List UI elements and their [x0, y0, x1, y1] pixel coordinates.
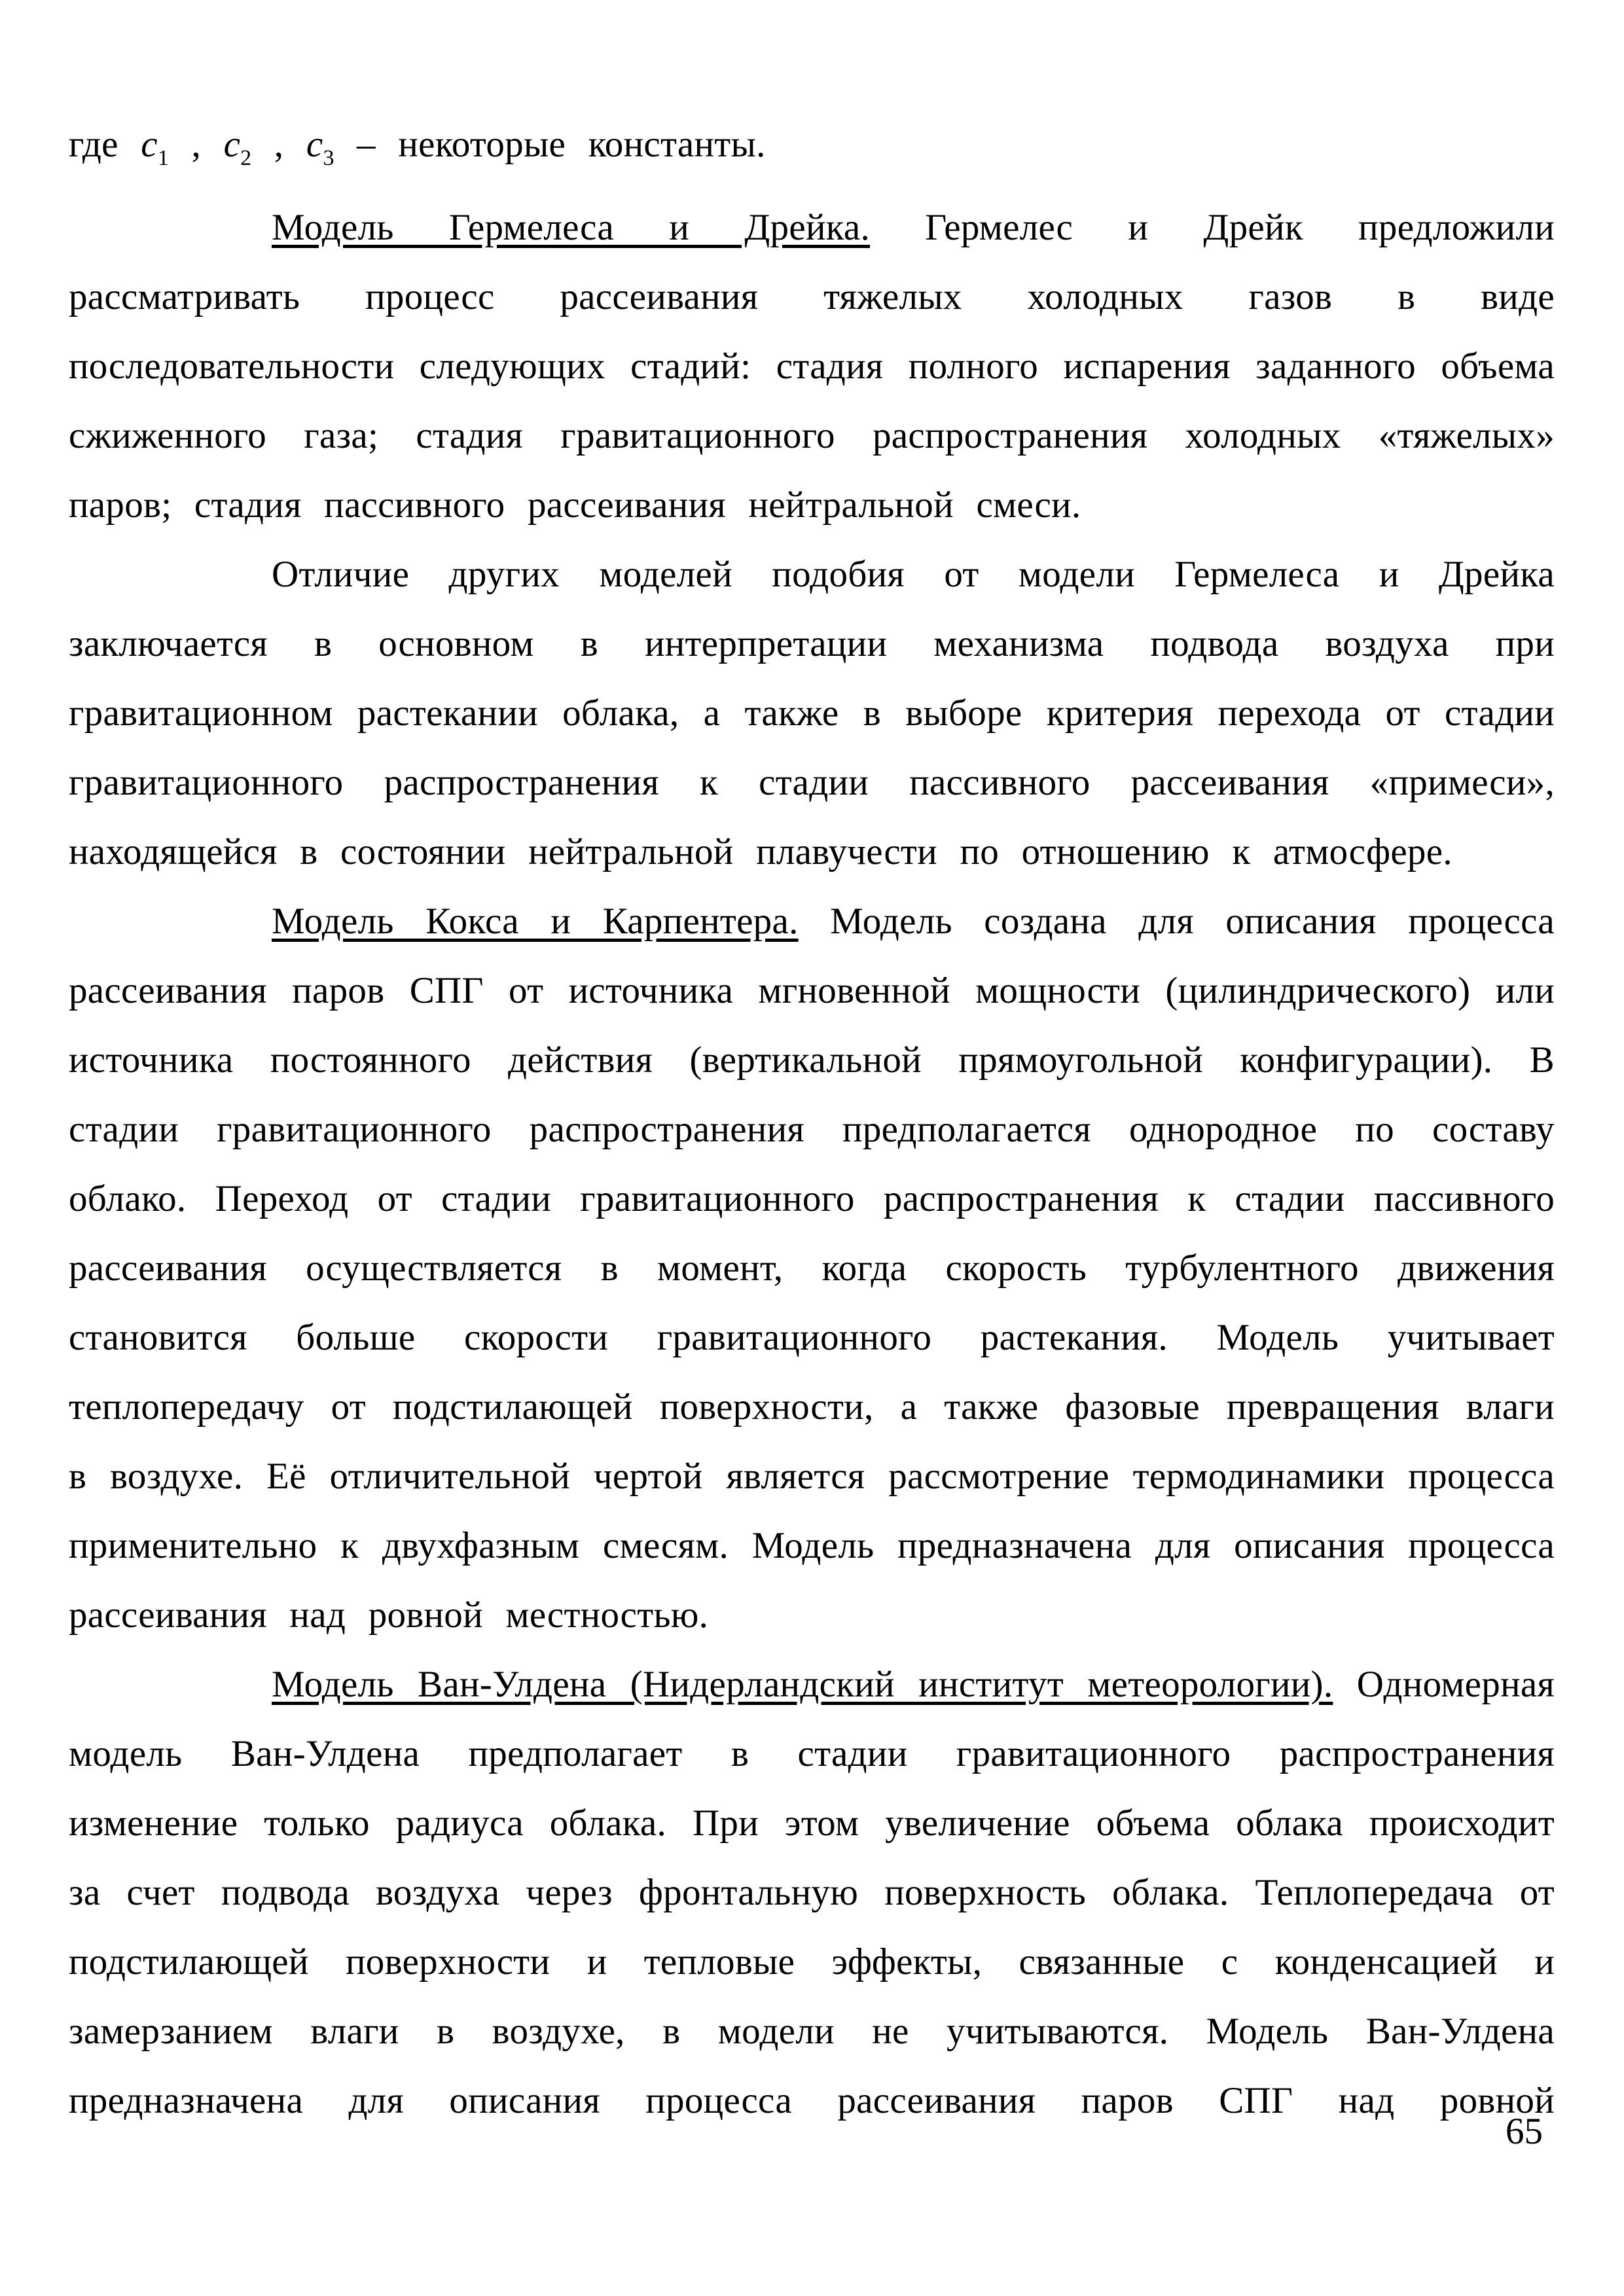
- math-subscript: 2: [240, 146, 252, 170]
- text-run: Одномерная модель Ван-Улдена предполагает в стадии гравитационного распространения изменение только радиуса облака. При этом увеличение объема облака происходит за счет подвода воздуха через фронтальную поверхность облака. Теплопередача от подстилающей поверхности и тепловые эффекты, связанные с конденсацией и замерзанием влаги в воздухе, в модели не учитываются. Модель Ван-Улдена предназначена для описания процесса рассеивания паров СПГ над ровной: [69, 1664, 1555, 2121]
- paragraph: [69, 110, 1555, 193]
- text-run: ,: [251, 124, 306, 165]
- text-run: Гермелес и Дрейк предложили рассматривать процесс рассеивания тяжелых холодных газов в виде последовательности следующих стадий: стадия полного испарения заданного объема сжиженного газа; стадия гравитационного распространения холодных «тяжелых» паров; стадия пассивного рассеивания нейтральной смеси.: [69, 207, 1555, 526]
- model-heading: Модель Кокса и Карпентера.: [272, 901, 799, 942]
- math-variable: c: [141, 124, 158, 165]
- text-run: – некоторые константы.: [334, 124, 766, 165]
- text-run: Модель создана для описания процесса рассеивания паров СПГ от источника мгновенной мощности (цилиндрического) или источника постоянного действия (вертикальной прямоугольной конфигурации). В стадии гравитационного распространения предполагается однородное по составу облако. Переход от стадии гравитационного распространения к стадии пассивного рассеивания осуществляется в момент, когда скорость турбулентного движения становится больше скорости гравитационного растекания. Модель учитывает теплопередачу от подстилающей поверхности, а также фазовые превращения влаги в воздухе. Её отличительной чертой является рассмотрение термодинамики процесса применительно к двухфазным смесям. Модель предназначена для описания процесса рассеивания над ровной местностью.: [69, 901, 1555, 1636]
- paragraph: [69, 193, 1555, 540]
- math-variable: c: [223, 124, 241, 165]
- document-body: [69, 110, 1555, 2136]
- model-heading: Модель Гермелеса и Дрейка.: [272, 207, 871, 248]
- model-heading: Модель Ван-Улдена (Нидерландский институт метеорологии).: [272, 1664, 1333, 1705]
- text-run: ,: [168, 124, 224, 165]
- text-run: где: [69, 124, 141, 165]
- text-run: Отличие других моделей подобия от модели Гермелеса и Дрейка заключается в основном в интерпретации механизма подвода воздуха при гравитационном растекании облака, а также в выборе критерия перехода от стадии гравитационного распространения к стадии пассивного рассеивания «примеси», находящейся в состоянии нейтральной плавучести по отношению к атмосфере.: [69, 554, 1555, 872]
- paragraph: [69, 540, 1555, 887]
- math-subscript: 1: [157, 146, 169, 170]
- paragraph: [69, 1650, 1555, 2136]
- math-variable: c: [306, 124, 323, 165]
- page-number: 65: [1506, 2111, 1543, 2152]
- paragraph: [69, 887, 1555, 1650]
- math-subscript: 3: [323, 146, 334, 170]
